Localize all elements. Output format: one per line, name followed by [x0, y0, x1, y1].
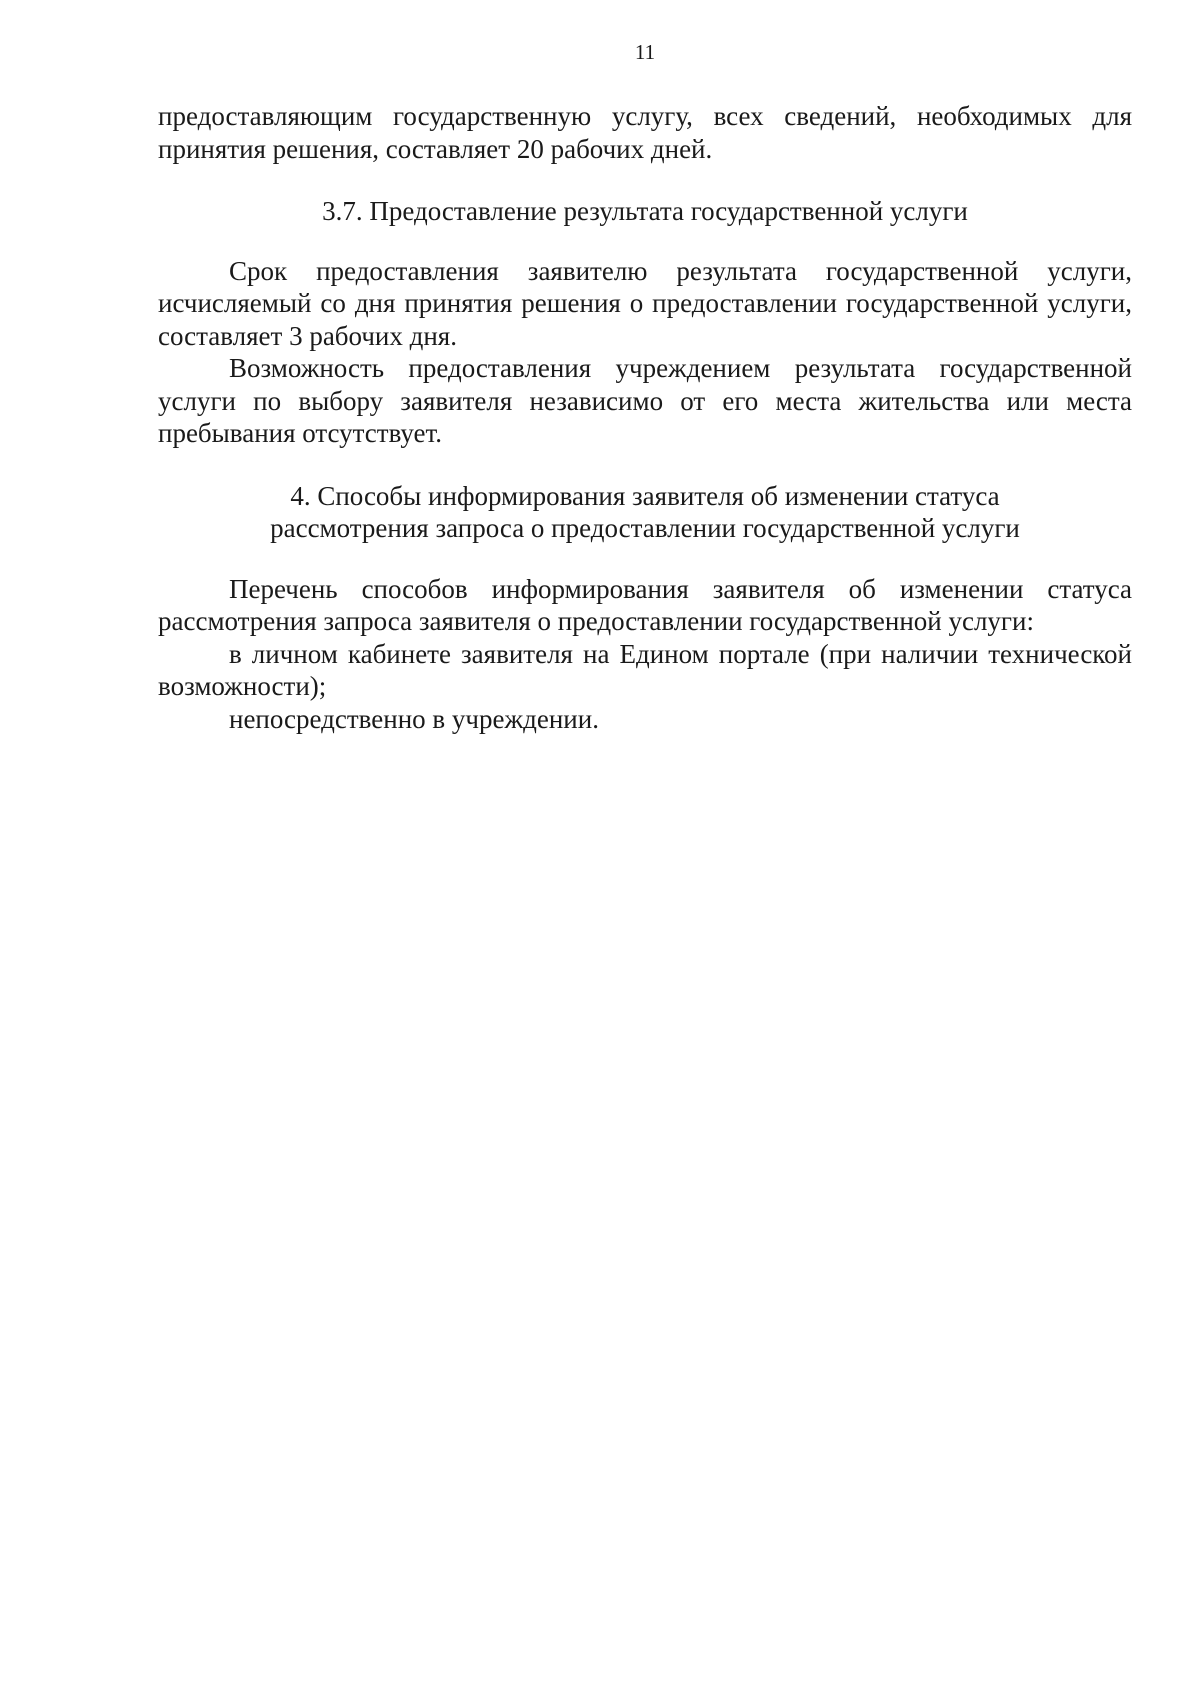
document-body — [158, 100, 1132, 735]
spacer — [158, 228, 1132, 255]
paragraph-continuation: предоставляющим государственную услугу, всех сведений, необходимых для принятия решения, составляет 20 рабочих дней. — [158, 101, 1132, 164]
section-3-7-heading: 3.7. Предоставление результата государственной услуги — [322, 196, 968, 226]
section-4-paragraph-1: Перечень способов информирования заявителя об изменении статуса рассмотрения запроса заявителя о предоставлении государственной услуги: — [158, 573, 1132, 636]
spacer — [158, 450, 1132, 480]
section-4-heading — [158, 480, 1132, 545]
spacer — [158, 165, 1132, 195]
section-4-list-item-2: непосредственно в учреждении. — [229, 703, 599, 734]
section-4-list-item-1: в личном кабинете заявителя на Едином портале (при наличии технической возможности); — [158, 638, 1132, 701]
spacer — [158, 545, 1132, 573]
section-3-7-paragraph-2: Возможность предоставления учреждением результата государственной услуги по выбору заявителя независимо от его места жительства или места пребывания отсутствует. — [158, 353, 1132, 448]
section-4-heading-line-1: 4. Способы информирования заявителя об изменении статуса — [290, 480, 1000, 511]
section-4-heading-line-2: рассмотрения запроса о предоставлении государственной услуги — [270, 513, 1020, 543]
section-3-7-paragraph-1: Срок предоставления заявителю результата государственной услуги, исчисляемый со дня принятия решения о предоставлении государственной услуги, составляет 3 рабочих дня. — [158, 255, 1132, 351]
page-number: 11 — [634, 40, 656, 64]
